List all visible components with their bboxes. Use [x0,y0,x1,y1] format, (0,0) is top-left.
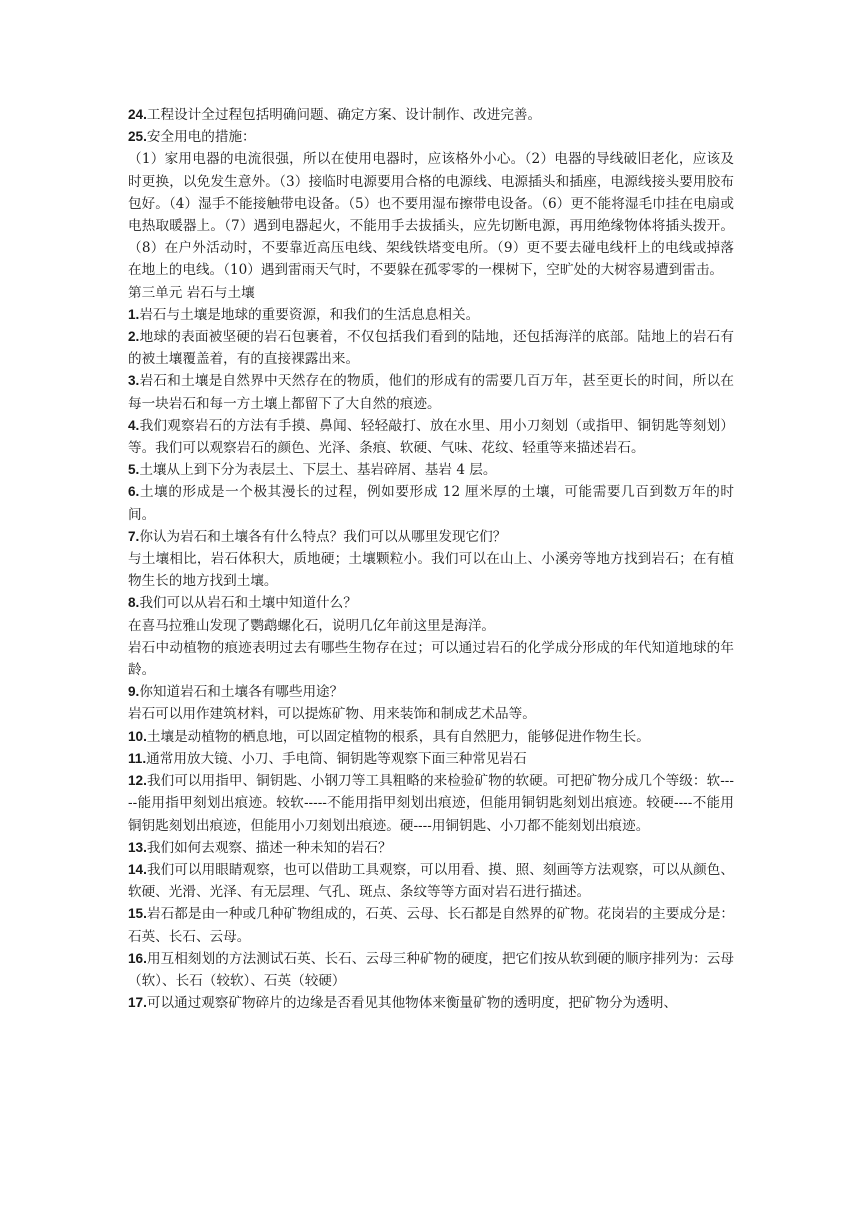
item-number: 7. [128,528,140,544]
item-number: 11. [128,750,147,766]
paragraph-15 [128,903,734,947]
paragraph-13 [128,837,734,859]
item-number: 5. [128,462,140,478]
paragraph-8 [128,592,734,614]
paragraph-text: 我们可以用指甲、铜钥匙、小钢刀等工具粗略的来检验矿物的软硬。可把矿物分成几个等级：软-----能用指甲刻划出痕迹。较软-----不能用指甲刻划出痕迹，但能用铜钥匙刻划出痕迹。较硬----不能用铜钥匙刻划出痕迹，但能用小刀刻划出痕迹。硬----用铜钥匙、小刀都不能刻划出痕迹。 [128,773,734,834]
paragraph-24 [128,104,734,126]
answer-8b [128,637,734,681]
paragraph-10 [128,726,734,748]
paragraph-12 [128,770,734,837]
item-number: 6. [128,484,140,500]
item-number: 9. [128,684,140,700]
paragraph-safety-measures [128,148,734,281]
paragraph-25 [128,126,734,148]
paragraph-text: 你知道岩石和土壤各有哪些用途？ [139,684,344,701]
paragraph-text: 与土壤相比，岩石体积大，质地硬；土壤颗粒小。我们可以在山上、小溪旁等地方找到岩石；在有植物生长的地方找到土壤。 [128,551,734,590]
paragraph-2 [128,326,734,370]
item-number: 15. [128,906,147,922]
answer-7 [128,548,734,592]
paragraph-16 [128,948,734,992]
paragraph-text: 土壤从上到下分为表层土、下层土、基岩碎屑、基岩 4 层。 [139,462,497,479]
item-number: 8. [128,595,140,611]
paragraph-text: 在喜马拉雅山发现了鹦鹉螺化石，说明几亿年前这里是海洋。 [128,617,496,634]
item-number: 24. [128,107,147,122]
paragraph-text: 可以通过观察矿物碎片的边缘是否看见其他物体来衡量矿物的透明度，把矿物分为透明、 [146,995,678,1012]
paragraph-text: 岩石可以用作建筑材料，可以提炼矿物、用来装饰和制成艺术品等。 [128,706,536,723]
paragraph-4 [128,415,734,459]
paragraph-14 [128,859,734,903]
paragraph-text: 岩石中动植物的痕迹表明过去有哪些生物存在过；可以通过岩石的化学成分形成的年代知道地球的年龄。 [128,639,734,679]
item-number: 1. [128,306,140,322]
paragraph-17 [128,992,734,1014]
paragraph-text: 土壤是动植物的栖息地，可以固定植物的根系，具有自然肥力，能够促进作物生长。 [146,728,650,745]
item-number: 25. [128,129,147,145]
paragraph-text: 我们如何去观察、描述一种未知的岩石？ [146,839,392,856]
paragraph-text: 安全用电的措施： [146,129,256,146]
paragraph-11 [128,748,734,770]
item-number: 14. [128,861,147,877]
paragraph-text: 你认为岩石和土壤各有什么特点？我们可以从哪里发现它们？ [139,528,507,545]
item-number: 4. [128,417,140,433]
item-number: 10. [128,728,147,744]
paragraph-text: 土壤的形成是一个极其漫长的过程，例如要形成 12 厘米厚的土壤，可能需要几百到数万年的时间。 [128,484,734,523]
answer-9 [128,703,734,725]
paragraph-text: 通常用放大镜、小刀、手电筒、铜钥匙等观察下面三种常见岩石 [146,750,527,767]
item-number: 3. [128,373,140,389]
item-number: 17. [128,995,147,1011]
paragraph-text: 地球的表面被坚硬的岩石包裹着，不仅包括我们看到的陆地，还包括海洋的底部。陆地上的岩石有的被土壤覆盖着，有的直接裸露出来。 [128,329,734,368]
paragraph-1 [128,304,734,326]
paragraph-text: 岩石与土壤是地球的重要资源，和我们的生活息息相关。 [139,306,480,323]
paragraph-text: 岩石和土壤是自然界中天然存在的物质，他们的形成有的需要几百万年，甚至更长的时间，所以在每一块岩石和每一方土壤上都留下了大自然的痕迹。 [128,373,734,412]
unit-heading [128,282,734,304]
item-number: 13. [128,839,147,855]
paragraph-5 [128,459,734,481]
item-number: 2. [128,329,140,345]
item-number: 16. [128,950,147,966]
paragraph-7 [128,526,734,548]
paragraph-text: 我们可以用眼睛观察，也可以借助工具观察，可以用看、摸、照、刻画等方法观察，可以从颜色、软硬、光滑、光泽、有无层理、气孔、斑点、条纹等等方面对岩石进行描述。 [128,861,734,901]
unit-title: 第三单元 岩石与土壤 [128,284,255,301]
paragraph-3 [128,370,734,414]
document-body [128,104,734,1014]
paragraph-9 [128,681,734,703]
paragraph-text: 用互相刻划的方法测试石英、长石、云母三种矿物的硬度，把它们按从软到硬的顺序排列为：云母（软）、长石（较软）、石英（较硬） [128,950,734,989]
paragraph-text: 我们可以从岩石和土壤中知道什么？ [139,595,357,612]
item-number: 12. [128,773,147,789]
paragraph-text: 我们观察岩石的方法有手摸、鼻闻、轻轻敲打、放在水里、用小刀刻划（或指甲、铜钥匙等刻划）等。我们可以观察岩石的颜色、光泽、条痕、软硬、气味、花纹、轻重等来描述岩石。 [128,417,734,457]
paragraph-text: 工程设计全过程包括明确问题、确定方案、设计制作、改进完善。 [146,107,542,123]
paragraph-text: 岩石都是由一种或几种矿物组成的，石英、云母、长石都是自然界的矿物。花岗岩的主要成分是：石英、长石、云母。 [128,906,734,945]
answer-8a [128,615,734,637]
paragraph-text: （1）家用电器的电流很强，所以在使用电器时，应该格外小心。（2）电器的导线破旧老化，应该及时更换，以免发生意外。（3）接临时电源要用合格的电源线、电源插头和插座，电源线接头要用胶布包好。（4）湿手不能接触带电设备。（5）也不要用湿布擦带电设备。（6）更不能将湿毛巾挂在电扇或电热取暖器上。（7）遇到电器起火，不能用手去拔插头，应先切断电源，再用绝缘物体将插头拨开。（8）在户外活动时，不要靠近高压电线、架线铁塔变电所。（9）更不要去碰电线杆上的电线或掉落在地上的电线。（10）遇到雷雨天气时，不要躲在孤零零的一棵树下，空旷处的大树容易遭到雷击。 [128,151,734,279]
paragraph-6 [128,481,734,525]
